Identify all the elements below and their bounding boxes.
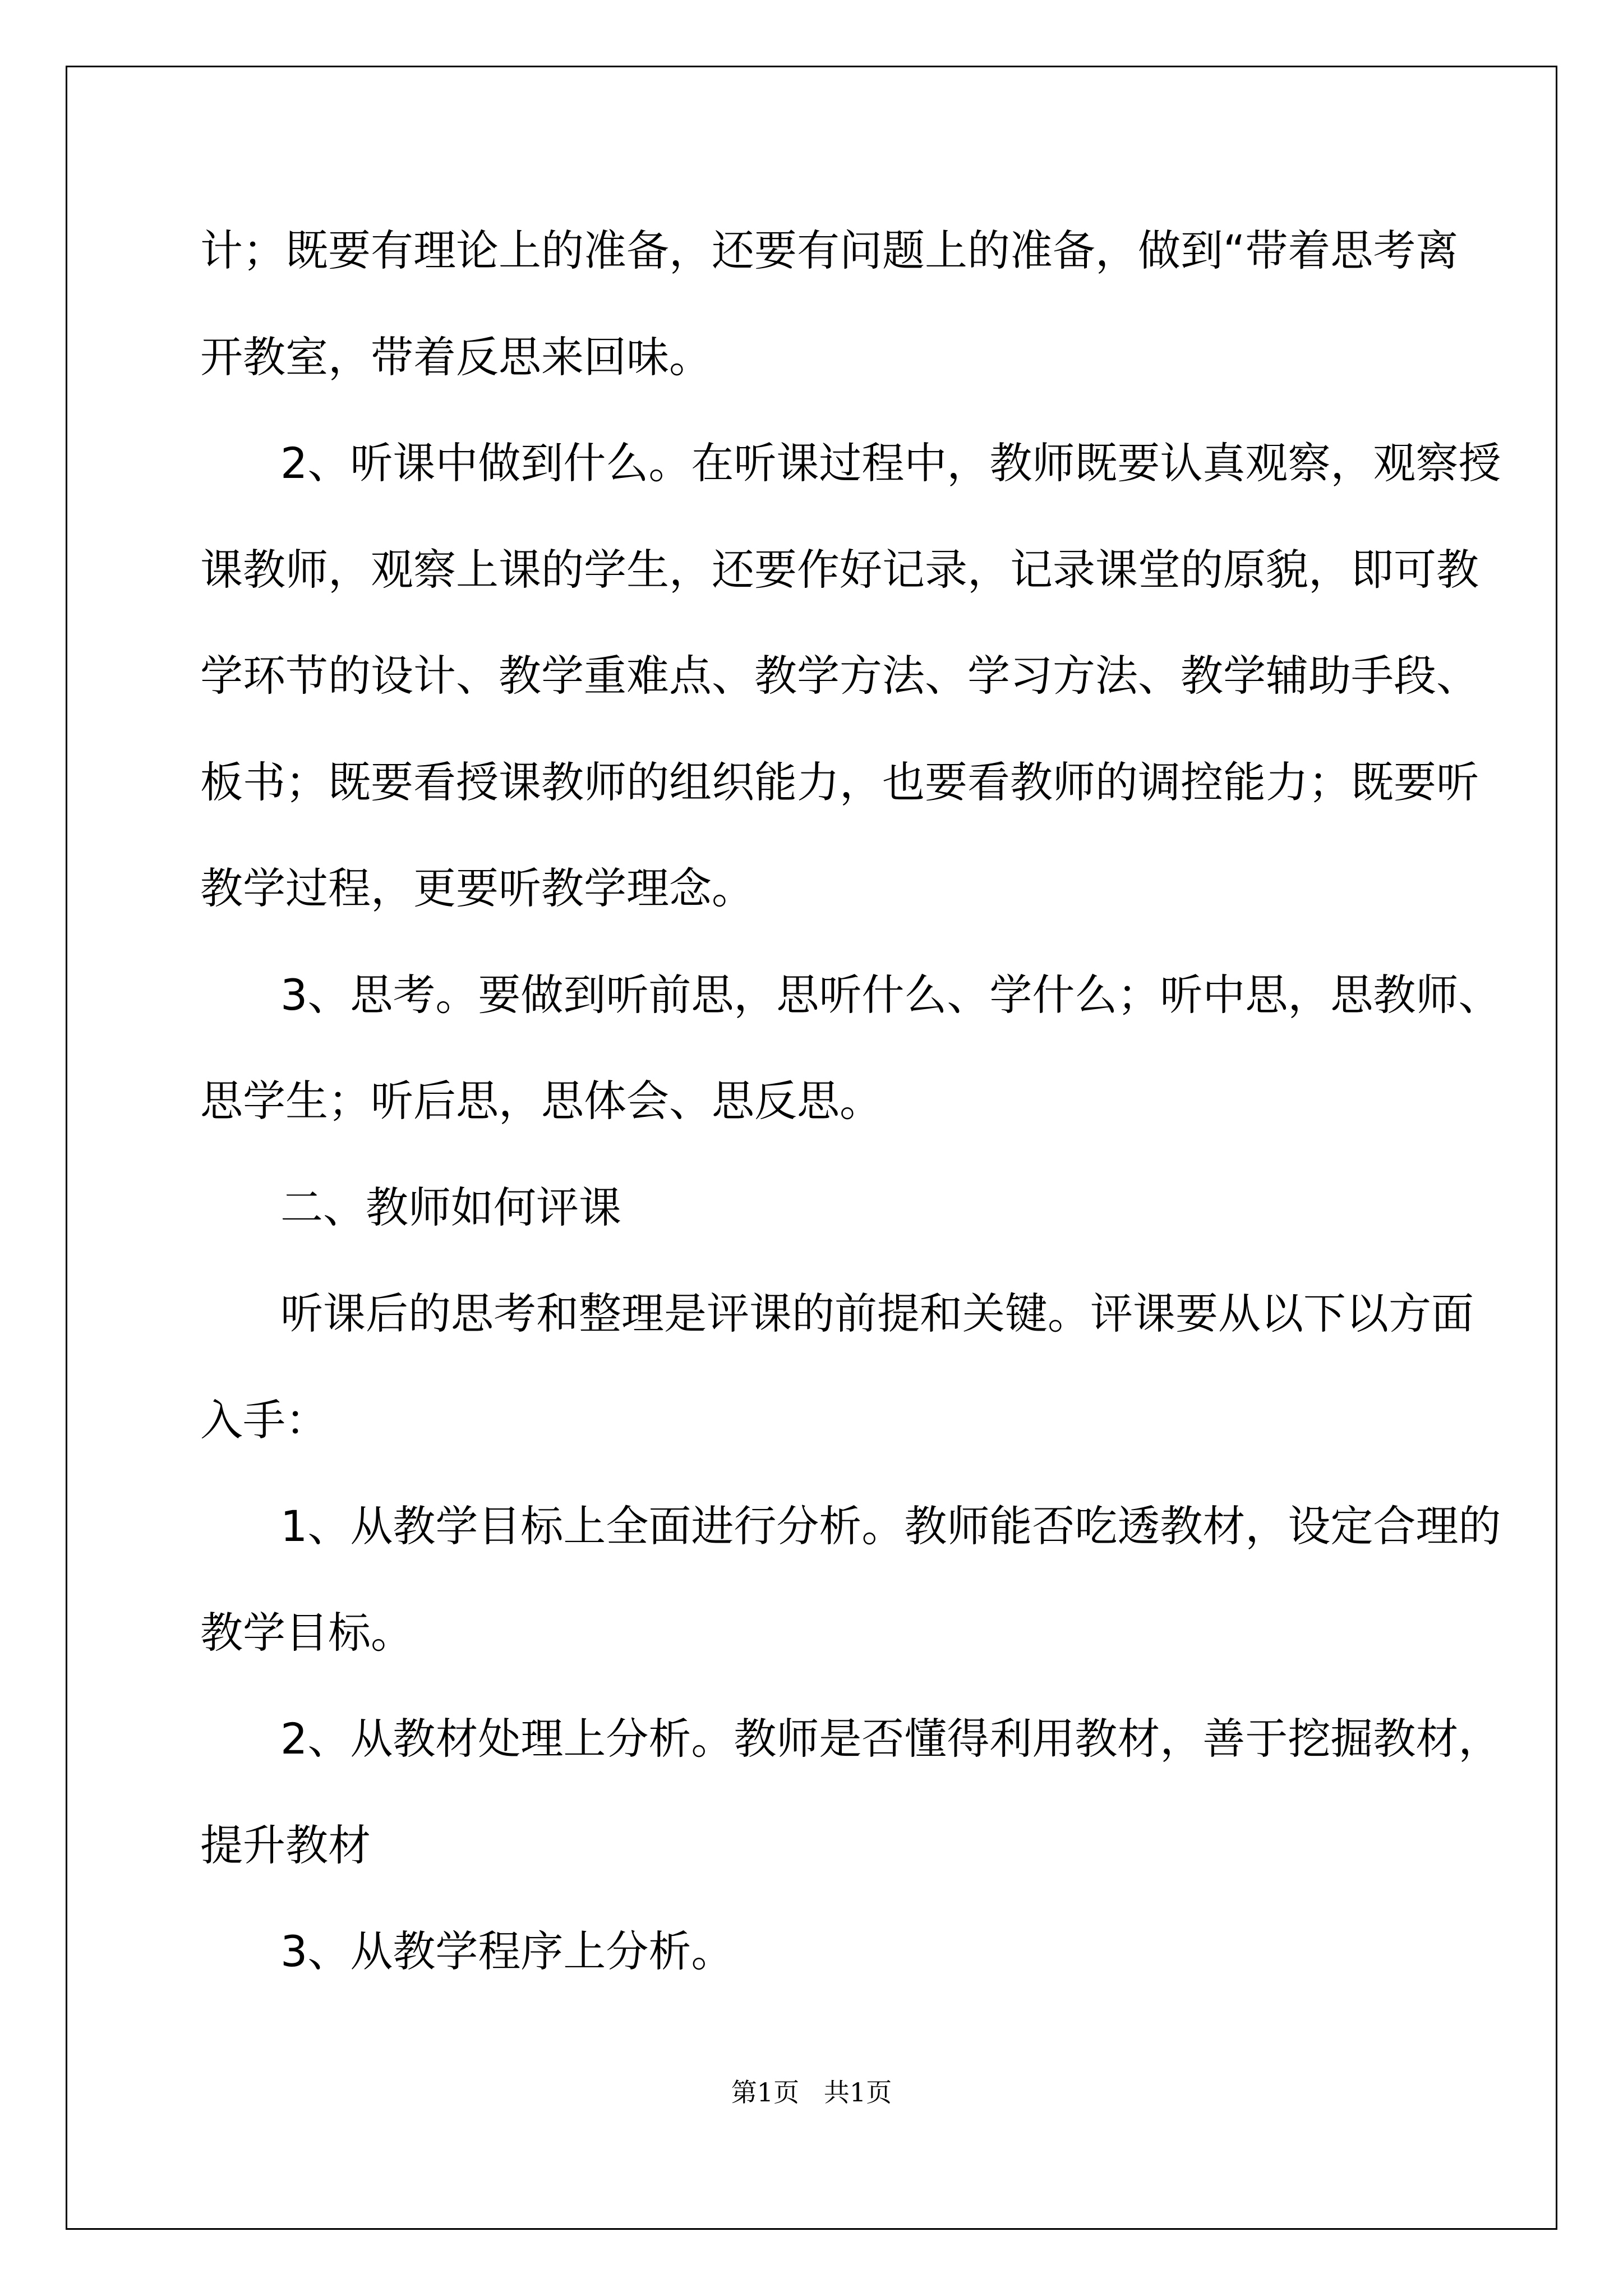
text-line: 思学生；听后思，思体会、思反思。 [200,1076,882,1126]
text-line: 3、思考。要做到听前思，思听什么、学什么；听中思，思教师、 [280,969,1501,1020]
text-line: 提升教材 [200,1820,371,1870]
text-line: 教学目标。 [200,1607,413,1658]
document-body [200,197,1501,2005]
text-line: 3、从教学程序上分析。 [280,1926,734,1976]
text-line: 1、从教学目标上全面进行分析。教师能否吃透教材，设定合理的 [280,1501,1501,1551]
text-line: 2、听课中做到什么。在听课过程中，教师既要认真观察，观察授 [280,438,1501,488]
text-line: 听课后的思考和整理是评课的前提和关键。评课要从以下以方面 [280,1289,1474,1338]
text-line: 板书；既要看授课教师的组织能力，也要看教师的调控能力；既要听 [200,757,1479,807]
text-line: 开教室，带着反思来回味。 [200,332,712,382]
text-line: 课教师，观察上课的学生，还要作好记录，记录课堂的原貌，即可教 [200,544,1479,595]
section-heading: 二、教师如何评课 [280,1182,621,1232]
text-line: 2、从教材处理上分析。教师是否懂得利用教材，善于挖掘教材， [280,1714,1501,1764]
text-line: 计；既要有理论上的准备，还要有问题上的准备，做到“带着思考离 [200,226,1459,275]
text-line: 入手： [200,1395,328,1445]
text-line: 教学过程，更要听教学理念。 [200,863,754,913]
page-footer: 第1页 共1页 [731,2077,892,2108]
text-line: 学环节的设计、教学重难点、教学方法、学习方法、教学辅助手段、 [200,651,1479,701]
